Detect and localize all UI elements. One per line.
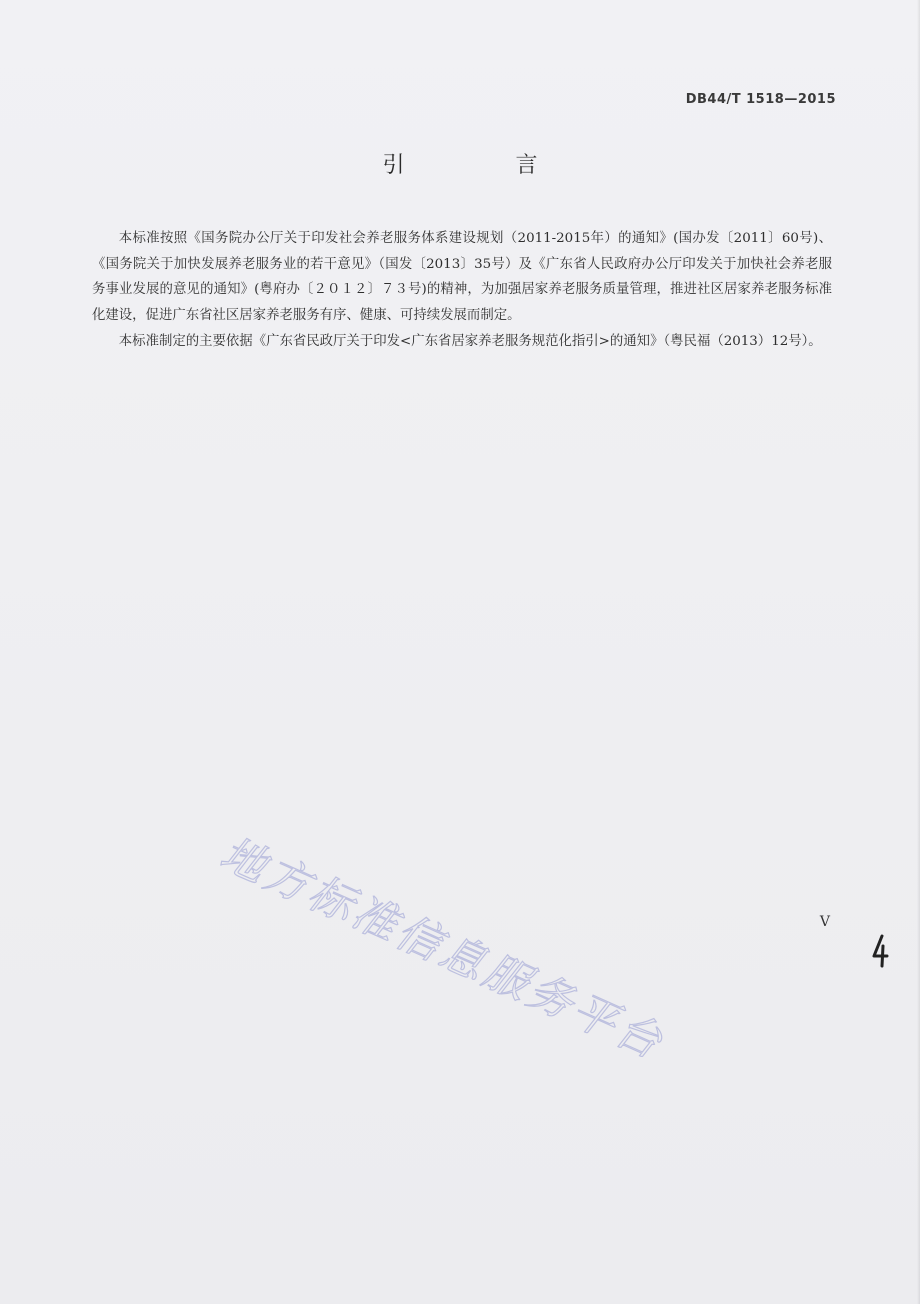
paragraph-2: 本标准制定的主要依据《广东省民政厅关于印发<广东省居家养老服务规范化指引>的通知》（粤民福（2013）12号）。 [118, 334, 822, 349]
page-number: V [819, 914, 830, 930]
handwritten-mark-icon [870, 934, 890, 968]
standard-code: DB44/T 1518—2015 [685, 92, 836, 107]
watermark: 地方标准信息服务平台 [212, 828, 673, 1070]
paragraph-1: 本标准按照《国务院办公厅关于印发社会养老服务体系建设规划（2011-2015年）的通知》(国办发〔2011〕60号)、《国务院关于加快发展养老服务业的若干意见》（国发〔2013〕35号）及《广东省人民政府办公厅印发关于加快社会养老服务事业发展的意见的通知》(粤府办〔２０１２〕７３号)的精神，为加强居家养老服务质量管理，推进社区居家养老服务标准化建设，促进广东省社区居家养老服务有序、健康、可持续发展而制定。 [92, 231, 832, 323]
section-title: 引 言 [382, 153, 590, 178]
body-text [92, 226, 832, 356]
